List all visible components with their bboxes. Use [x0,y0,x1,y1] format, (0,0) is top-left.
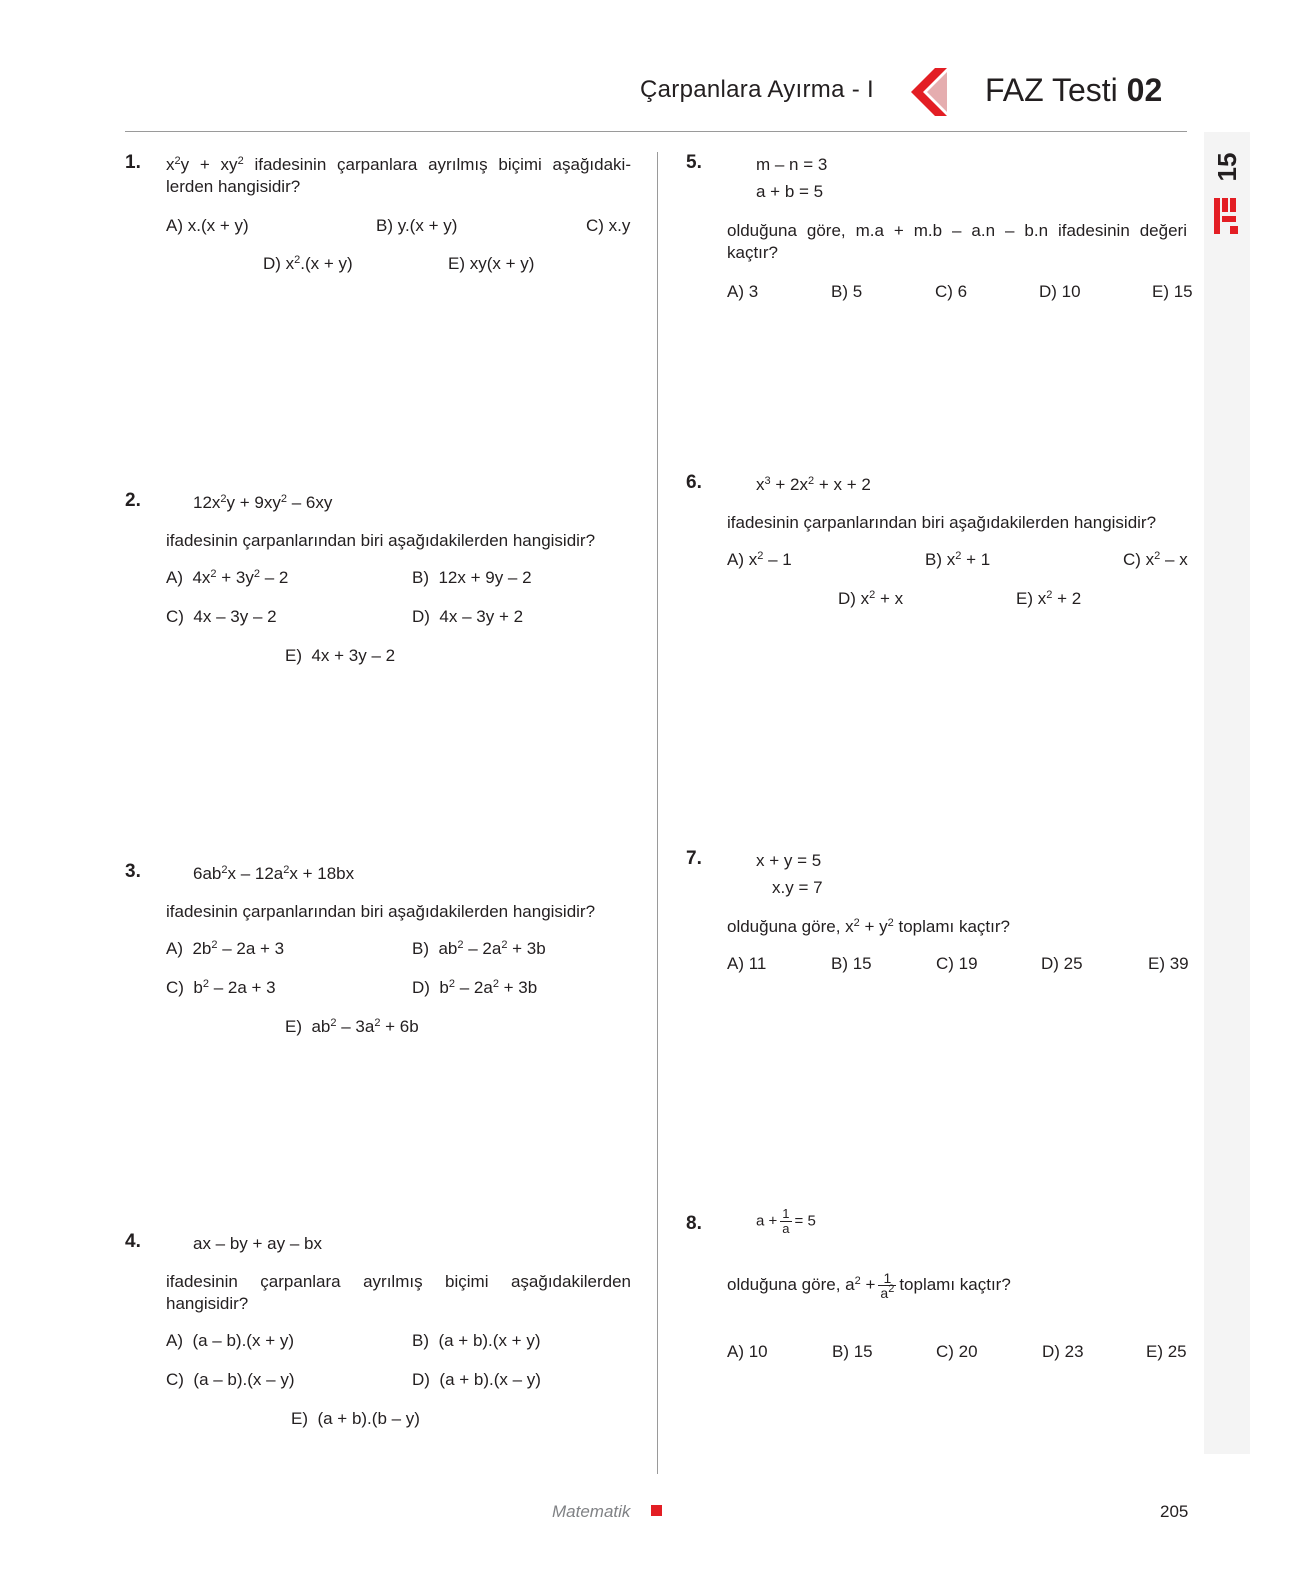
question-expression: $x^3 + 2x^2 + x + 2$ [756,475,871,494]
option-b[interactable]: B) 5 [831,282,863,301]
question-stem: ifadesinin çarpanlarından biri aşağıdakilerden hangisidir? [727,513,1157,532]
option-b[interactable]: B) (a + b).(x + y) [412,1331,541,1350]
footer-square-icon [651,1505,662,1516]
option-c[interactable]: C) 6 [935,282,968,301]
chevron-left-icon [907,68,955,116]
option-e[interactable]: E) 4x + 3y – 2 [285,646,396,665]
fraction: $\frac{1}{a^2}$ [880,1270,895,1301]
equation-1: x + y = 5 [756,851,822,870]
footer-subject: Matematik [552,1502,631,1521]
option-a[interactable]: A) $x^2 - 1$ [727,550,792,569]
option-e[interactable]: E) $ab^2 - 3a^2 + 6b$ [285,1017,419,1036]
question-stem: ifadesinin çarpanlara ayrılmış biçimi aşağıdakilerden hangisidir? [166,1272,631,1313]
option-c[interactable]: C) $b^2 - 2a + 3$ [166,978,276,997]
side-tab-label: 15 [1212,152,1242,182]
equation-1: m – n = 3 [756,155,828,174]
option-d[interactable]: D) $x^2.(x + y)$ [263,254,353,273]
question-number: 3. [125,861,141,882]
test-number: 02 [1126,72,1163,108]
question-expression: $12x^2y + 9xy^2 - 6xy$ [193,493,333,512]
option-e[interactable]: E) xy(x + y) [448,254,535,273]
option-e[interactable]: E) 39 [1148,954,1189,973]
equation-2: a + b = 5 [756,182,824,201]
question-stem: olduğuna göre, $x^2 + y^2$ toplamı kaçtır? [727,917,1010,936]
option-d[interactable]: D) 23 [1042,1342,1084,1361]
option-b[interactable]: B) $x^2 + 1$ [925,550,991,569]
option-d[interactable]: D) 25 [1041,954,1083,973]
question-stem: ifadesinin çarpanlarından biri aşağıdakilerden hangisidir? [166,531,596,550]
option-c[interactable]: C) x.y [586,216,631,235]
header-subtitle: Çarpanlara Ayırma - I [640,76,874,103]
option-b[interactable]: B) y.(x + y) [376,216,458,235]
option-c[interactable]: C) 19 [936,954,978,973]
option-a[interactable]: A) 3 [727,282,759,301]
option-c[interactable]: C) 4x – 3y – 2 [166,607,277,626]
page-number: 205 [1160,1502,1189,1521]
question-equation: a + $\frac{1}{a}$ = 5 [756,1206,816,1236]
question-number: 4. [125,1231,141,1252]
option-a[interactable]: A) 10 [727,1342,768,1361]
question-stem: $x^2y + xy^2$ ifadesinin çarpanlara ayrılmış biçimi aşağıdaki- lerden hangisidir? [166,155,631,196]
side-strip [1204,132,1250,1454]
option-d[interactable]: D) $b^2 - 2a^2 + 3b$ [412,978,538,997]
question-expression: $6ab^2x - 12a^2x + 18bx$ [193,864,355,883]
option-b[interactable]: B) 15 [832,1342,873,1361]
side-tab [1204,140,1250,260]
option-c[interactable]: C) 20 [936,1342,978,1361]
option-d[interactable]: D) (a + b).(x – y) [412,1370,541,1389]
question-number: 5. [686,152,702,173]
question-stem: olduğuna göre, $a^2$ + $\frac{1}{a^2}$ toplamı kaçtır? [727,1270,1011,1301]
header-divider [125,131,1187,132]
test-title [985,72,1162,109]
test-name: FAZ Testi [985,72,1118,108]
option-a[interactable]: A) x.(x + y) [166,216,249,235]
question-stem: ifadesinin çarpanlarından biri aşağıdakilerden hangisidir? [166,902,596,921]
option-b[interactable]: B) $ab^2 - 2a^2 + 3b$ [412,939,546,958]
question-number: 7. [686,848,702,869]
fraction: $\frac{1}{a}$ [782,1206,790,1236]
option-b[interactable]: B) 15 [831,954,872,973]
publisher-logo-icon [1212,196,1242,236]
option-d[interactable]: D) 4x – 3y + 2 [412,607,524,626]
option-d[interactable]: D) 10 [1039,282,1081,301]
question-number: 2. [125,490,141,511]
question-number: 1. [125,152,141,173]
option-a[interactable]: A) $2b^2 - 2a + 3$ [166,939,285,958]
question-number: 8. [686,1213,702,1234]
option-e[interactable]: E) 15 [1152,282,1193,301]
option-e[interactable]: E) (a + b).(b – y) [291,1409,420,1428]
question-expression: ax – by + ay – bx [193,1234,322,1253]
option-e[interactable]: E) $x^2 + 2$ [1016,589,1082,608]
option-b[interactable]: B) 12x + 9y – 2 [412,568,532,587]
option-a[interactable]: A) 11 [727,954,767,973]
question-number: 6. [686,472,702,493]
equation-2: x.y = 7 [772,878,823,897]
option-a[interactable]: A) $4x^2 + 3y^2 - 2$ [166,568,289,587]
option-a[interactable]: A) (a – b).(x + y) [166,1331,295,1350]
option-e[interactable]: E) 25 [1146,1342,1187,1361]
option-c[interactable]: C) (a – b).(x – y) [166,1370,295,1389]
option-c[interactable]: C) $x^2$ – x [1123,550,1188,569]
column-divider [657,152,658,1474]
option-d[interactable]: D) $x^2 + x$ [838,589,904,608]
question-stem: olduğuna göre, m.a + m.b – a.n – b.n ifadesinin değeri kaçtır? [727,221,1187,262]
